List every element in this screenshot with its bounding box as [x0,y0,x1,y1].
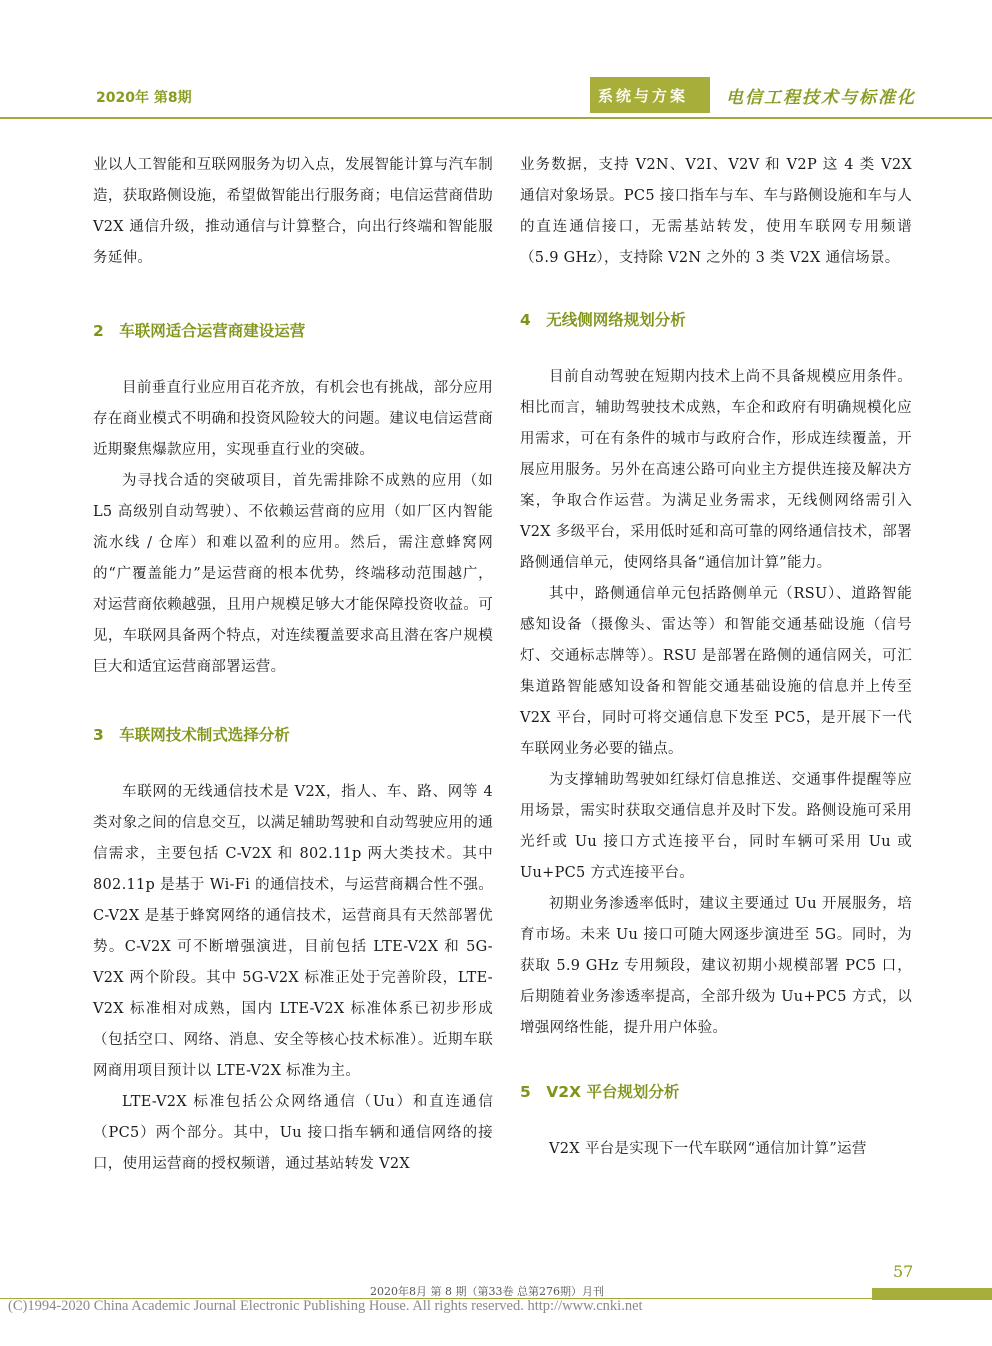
paragraph: 其中，路侧通信单元包括路侧单元（RSU）、道路智能感知设备（摄像头、雷达等）和智能交通基础设施（信号灯、交通标志牌等）。RSU 是部署在路侧的通信网关，可汇集道路智能感知设备和智能交通基础设施的信息并上传至 V2X 平台，同时可将交通信息下发至 PC5，是开展下一代车联网业务必要的锚点。 [520,586,912,757]
journal-title: 电信工程技术与标准化 [726,88,916,108]
copyright-notice: (C)1994-2020 China Academic Journal Electronic Publishing House. All rights reserved. http://www.cnki.net [8,1298,643,1314]
paragraph: 为支撑辅助驾驶如红绿灯信息推送、交通事件提醒等应用场景，需实时获取交通信息并及时下发。路侧设施可采用光纤或 Uu 接口方式连接平台，同时车辆可采用 Uu 或 Uu+PC5 方式连接平台。 [520,772,912,881]
section-heading: 3 车联网技术制式选择分析 [93,726,290,744]
paragraph: 目前垂直行业应用百花齐放，有机会也有挑战，部分应用存在商业模式不明确和投资风险较大的问题。建议电信运营商近期聚焦爆款应用，实现垂直行业的突破。 [93,380,493,458]
section-heading: 2 车联网适合运营商建设运营 [93,322,306,340]
left-column [93,150,493,1180]
page-header [0,73,992,119]
section-heading: 4 无线侧网络规划分析 [520,311,686,329]
header-rule [0,117,992,119]
paragraph: 业以人工智能和互联网服务为切入点，发展智能计算与汽车制造，获取路侧设施，希望做智能出行服务商；电信运营商借助 V2X 通信升级，推动通信与计算整合，向出行终端和智能服务延伸。 [93,157,493,266]
right-column [520,150,912,1165]
paragraph: 业务数据，支持 V2N、V2I、V2V 和 V2P 这 4 类 V2X 通信对象场景。PC5 接口指车与车、车与路侧设施和车与人的直连通信接口，无需基站转发，使用车联网专用频谱（5.9 GHz），支持除 V2N 之外的 3 类 V2X 通信场景。 [520,157,912,266]
paragraph: 车联网的无线通信技术是 V2X，指人、车、路、网等 4 类对象之间的信息交互，以满足辅助驾驶和自动驾驶应用的通信需求，主要包括 C-V2X 和 802.11p 两大类技术。其中 802.11p 是基于 Wi-Fi 的通信技术，与运营商耦合性不强。C-V2X 是基于蜂窝网络的通信技术，运营商具有天然部署优势。C-V2X 可不断增强演进，目前包括 LTE-V2X 和 5G-V2X 两个阶段。其中 5G-V2X 标准正处于完善阶段，LTE-V2X 标准相对成熟，国内 LTE-V2X 标准体系已初步形成（包括空口、网络、消息、安全等核心技术标准）。近期车联网商用项目预计以 LTE-V2X 标准为主。 [93,784,493,1079]
section-heading: 5 V2X 平台规划分析 [520,1083,680,1101]
paragraph: 目前自动驾驶在短期内技术上尚不具备规模应用条件。相比而言，辅助驾驶技术成熟，车企和政府有明确规模化应用需求，可在有条件的城市与政府合作，形成连续覆盖，开展应用服务。另外在高速公路可向业主方提供连接及解决方案，争取合作运营。为满足业务需求，无线侧网络需引入 V2X 多级平台，采用低时延和高可靠的网络通信技术，部署路侧通信单元，使网络具备“通信加计算”能力。 [520,369,912,571]
footer-issue: 2020年8月 第 8 期（第33卷 总第276期）月刊 [370,1285,604,1298]
paragraph: 为寻找合适的突破项目，首先需排除不成熟的应用（如 L5 高级别自动驾驶）、不依赖运营商的应用（如厂区内智能流水线 / 仓库）和难以盈利的应用。然后，需注意蜂窝网的“广覆盖能力”是运营商的根本优势，终端移动范围越广，对运营商依赖越强，且用户规模足够大才能保障投资收益。可见，车联网具备两个特点，对连续覆盖要求高且潜在客户规模巨大和适宜运营商部署运营。 [93,473,493,675]
page-number: 57 [893,1262,914,1281]
paragraph: 初期业务渗透率低时，建议主要通过 Uu 开展服务，培育市场。未来 Uu 接口可随大网逐步演进至 5G。同时，为获取 5.9 GHz 专用频段，建议初期小规模部署 PC5 口，后期随着业务渗透率提高，全部升级为 Uu+PC5 方式，以增强网络性能，提升用户体验。 [520,896,912,1036]
paragraph: LTE-V2X 标准包括公众网络通信（Uu）和直连通信（PC5）两个部分。其中，Uu 接口指车辆和通信网络的接口，使用运营商的授权频谱，通过基站转发 V2X [93,1094,493,1172]
issue-label: 2020年 第8期 [96,90,192,106]
paragraph: V2X 平台是实现下一代车联网“通信加计算”运营 [549,1141,867,1157]
section-label: 系统与方案 [598,87,689,105]
